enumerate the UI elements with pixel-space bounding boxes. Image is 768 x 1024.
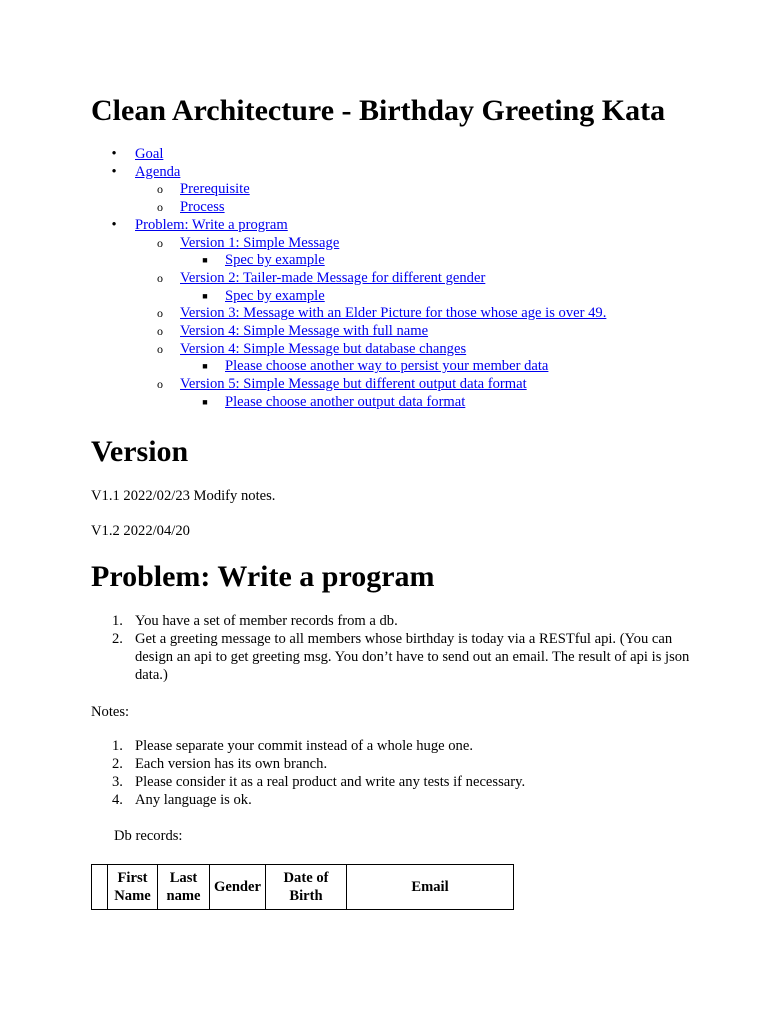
version-heading: Version xyxy=(91,435,189,468)
toc-link-version-3[interactable]: Version 3: Message with an Elder Picture for those whose age is over 49. xyxy=(180,305,607,322)
table-of-contents xyxy=(91,146,606,412)
table-header-cell: Date of Birth xyxy=(266,865,347,910)
square-bullet-icon: ■ xyxy=(202,255,208,266)
list-item-text: Please separate your commit instead of a whole huge one. xyxy=(135,738,473,754)
square-bullet-icon: ■ xyxy=(202,290,208,301)
toc-link-version-2-spec[interactable]: Spec by example xyxy=(225,287,325,304)
list-item-text: Any language is ok. xyxy=(135,792,252,808)
circle-bullet-icon: o xyxy=(157,235,163,250)
notes-list xyxy=(91,737,691,809)
list-item xyxy=(91,755,691,773)
toc-link-version-5-format[interactable]: Please choose another output data format xyxy=(225,393,466,410)
table-header-cell: Gender xyxy=(210,865,266,910)
list-item-text: You have a set of member records from a db. xyxy=(135,613,398,629)
toc-link-version-4-persist[interactable]: Please choose another way to persist your member data xyxy=(225,358,549,375)
toc-item-version-2 xyxy=(91,270,606,288)
disc-bullet-icon: • xyxy=(111,146,117,162)
notes-label: Notes: xyxy=(91,704,130,720)
circle-bullet-icon: o xyxy=(157,200,163,215)
list-number: 1. xyxy=(112,613,123,629)
toc-item-version-5 xyxy=(91,376,606,394)
table-header-cell xyxy=(92,865,108,910)
circle-bullet-icon: o xyxy=(157,341,163,356)
table-header-cell: First Name xyxy=(108,865,158,910)
db-records-label: Db records: xyxy=(114,828,183,844)
square-bullet-icon: ■ xyxy=(202,396,208,407)
circle-bullet-icon: o xyxy=(157,324,163,339)
circle-bullet-icon: o xyxy=(157,182,163,197)
db-records-table xyxy=(91,864,514,910)
toc-link-version-1-spec[interactable]: Spec by example xyxy=(225,252,325,269)
toc-item-version-1 xyxy=(91,235,606,253)
toc-link-prerequisite[interactable]: Prerequisite xyxy=(180,181,250,198)
toc-item-version-4-database xyxy=(91,341,606,359)
toc-link-agenda[interactable]: Agenda xyxy=(135,163,181,180)
toc-item-version-2-spec xyxy=(91,288,606,306)
list-item xyxy=(91,737,691,755)
toc-link-version-2[interactable]: Version 2: Tailer-made Message for different gender xyxy=(180,269,486,286)
list-number: 2. xyxy=(112,631,123,647)
toc-link-version-4-full-name[interactable]: Version 4: Simple Message with full name xyxy=(180,323,429,340)
square-bullet-icon: ■ xyxy=(202,361,208,372)
version-note-1-2: V1.2 2022/04/20 xyxy=(91,523,190,539)
list-item-text: Get a greeting message to all members whose birthday is today via a RESTful api. (You can design an api to get greeting msg. You don’t have to send out an email. The result of api is json data.) xyxy=(135,631,690,683)
toc-link-version-5[interactable]: Version 5: Simple Message but different output data format xyxy=(180,376,527,393)
version-note-1-1: V1.1 2022/02/23 Modify notes. xyxy=(91,488,276,504)
toc-item-problem xyxy=(91,217,606,235)
toc-item-version-5-format xyxy=(91,394,606,412)
toc-link-version-1[interactable]: Version 1: Simple Message xyxy=(180,234,340,251)
page-title: Clean Architecture - Birthday Greeting Kata xyxy=(91,94,666,127)
toc-item-version-4-full-name xyxy=(91,323,606,341)
circle-bullet-icon: o xyxy=(157,270,163,285)
toc-item-agenda xyxy=(91,164,606,182)
toc-link-goal[interactable]: Goal xyxy=(135,146,164,162)
toc-item-process xyxy=(91,199,606,217)
toc-item-goal xyxy=(91,146,606,164)
table-header-cell: Email xyxy=(347,865,514,910)
list-item xyxy=(91,773,691,791)
list-item xyxy=(91,630,691,684)
toc-item-version-3 xyxy=(91,305,606,323)
problem-list xyxy=(91,612,691,684)
list-number: 2. xyxy=(112,756,123,772)
circle-bullet-icon: o xyxy=(157,377,163,392)
list-item xyxy=(91,612,691,630)
toc-item-version-4-persist xyxy=(91,358,606,376)
toc-link-problem[interactable]: Problem: Write a program xyxy=(135,216,288,233)
table-header-cell: Last name xyxy=(158,865,210,910)
toc-item-prerequisite xyxy=(91,181,606,199)
list-number: 1. xyxy=(112,738,123,754)
list-item-text: Each version has its own branch. xyxy=(135,756,328,772)
table-header-row xyxy=(92,865,514,910)
circle-bullet-icon: o xyxy=(157,306,163,321)
problem-heading: Problem: Write a program xyxy=(91,560,435,593)
toc-link-process[interactable]: Process xyxy=(180,199,225,216)
list-number: 3. xyxy=(112,774,123,790)
list-number: 4. xyxy=(112,792,123,808)
list-item-text: Please consider it as a real product and write any tests if necessary. xyxy=(135,774,526,790)
list-item xyxy=(91,791,691,809)
disc-bullet-icon: • xyxy=(111,216,117,233)
toc-item-version-1-spec xyxy=(91,252,606,270)
disc-bullet-icon: • xyxy=(111,163,117,180)
toc-link-version-4-database[interactable]: Version 4: Simple Message but database changes xyxy=(180,340,467,357)
